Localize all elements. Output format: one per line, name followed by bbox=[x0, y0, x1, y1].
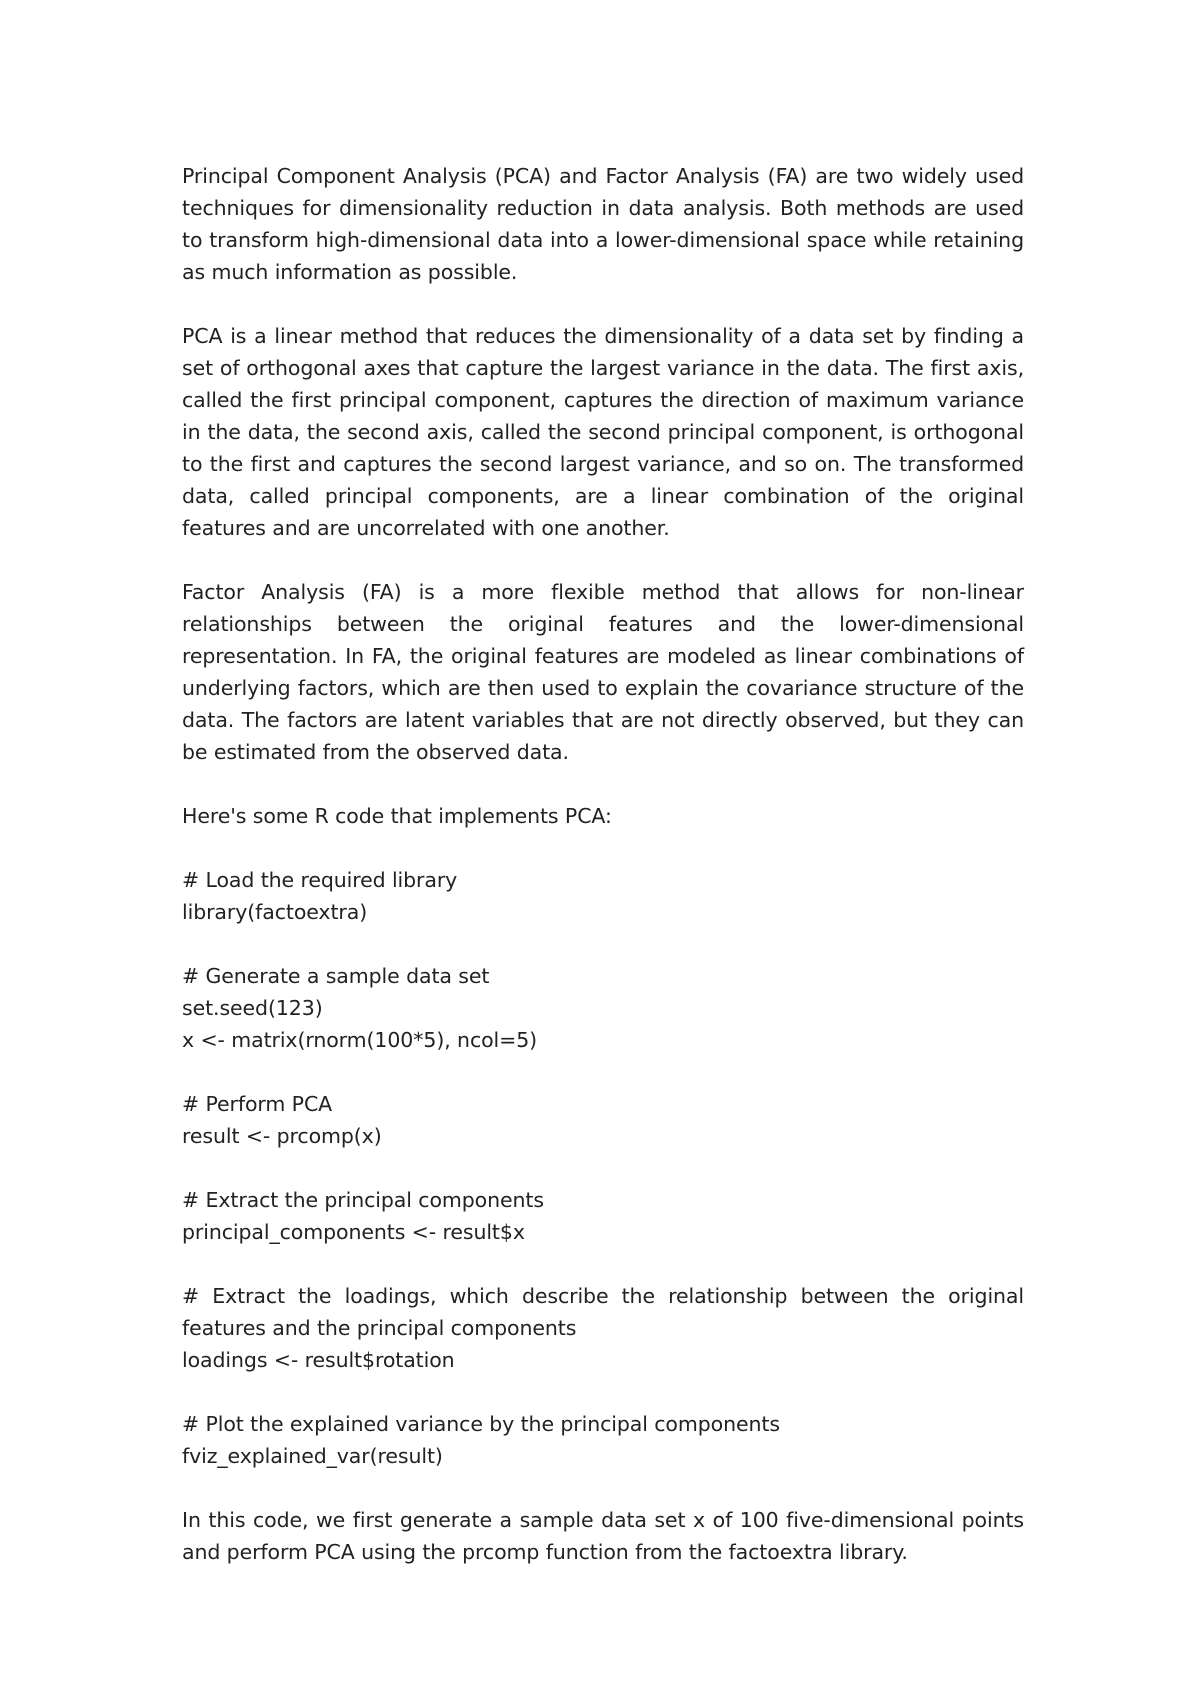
code-line-prcomp: result <- prcomp(x) bbox=[182, 1124, 382, 1148]
code-line-plot: fviz_explained_var(result) bbox=[182, 1444, 443, 1468]
intro-paragraph: Principal Component Analysis (PCA) and Factor Analysis (FA) are two widely used techniques for dimensionality reduction in data analysis. Both methods are used to transform high-dimensional data into a lower-dimensional space while retaining as much information as possible. bbox=[182, 164, 1024, 284]
paragraph-gap bbox=[182, 288, 1024, 320]
paragraph-gap bbox=[182, 1248, 1024, 1280]
closing-paragraph: In this code, we first generate a sample data set x of 100 five-dimensional points and perform PCA using the prcomp function from the factoextra library. bbox=[182, 1508, 1024, 1564]
code-comment-plot: # Plot the explained variance by the principal components bbox=[182, 1412, 780, 1436]
paragraph-gap bbox=[182, 768, 1024, 800]
code-line-loadings: loadings <- result$rotation bbox=[182, 1348, 455, 1372]
paragraph-gap bbox=[182, 1152, 1024, 1184]
pca-paragraph: PCA is a linear method that reduces the dimensionality of a data set by finding a set of orthogonal axes that capture the largest variance in the data. The first axis, called the first principal component, captures the direction of maximum variance in the data, the second axis, called the second principal component, is orthogonal to the first and captures the second largest variance, and so on. The transformed data, called principal components, are a linear combination of the original features and are uncorrelated with one another. bbox=[182, 324, 1024, 540]
code-comment-generate: # Generate a sample data set bbox=[182, 964, 490, 988]
paragraph-gap bbox=[182, 1056, 1024, 1088]
paragraph-gap bbox=[182, 1472, 1024, 1504]
paragraph-gap bbox=[182, 832, 1024, 864]
paragraph-gap bbox=[182, 1376, 1024, 1408]
document-page bbox=[182, 160, 1024, 1568]
code-line-seed: set.seed(123) bbox=[182, 996, 323, 1020]
paragraph-gap bbox=[182, 928, 1024, 960]
code-comment-perform: # Perform PCA bbox=[182, 1092, 333, 1116]
fa-paragraph: Factor Analysis (FA) is a more flexible method that allows for non-linear relationships between the original features and the lower-dimensional representation. In FA, the original features are modeled as linear combinations of underlying factors, which are then used to explain the covariance structure of the data. The factors are latent variables that are not directly observed, but they can be estimated from the observed data. bbox=[182, 580, 1024, 764]
paragraph-gap bbox=[182, 544, 1024, 576]
code-line-extract-pc: principal_components <- result$x bbox=[182, 1220, 525, 1244]
code-line-library: library(factoextra) bbox=[182, 900, 368, 924]
code-comment-loadings: # Extract the loadings, which describe the relationship between the original features and the principal components bbox=[182, 1284, 1024, 1340]
code-comment-load: # Load the required library bbox=[182, 868, 458, 892]
code-intro: Here's some R code that implements PCA: bbox=[182, 804, 612, 828]
code-line-matrix: x <- matrix(rnorm(100*5), ncol=5) bbox=[182, 1028, 538, 1052]
code-comment-extract-pc: # Extract the principal components bbox=[182, 1188, 544, 1212]
